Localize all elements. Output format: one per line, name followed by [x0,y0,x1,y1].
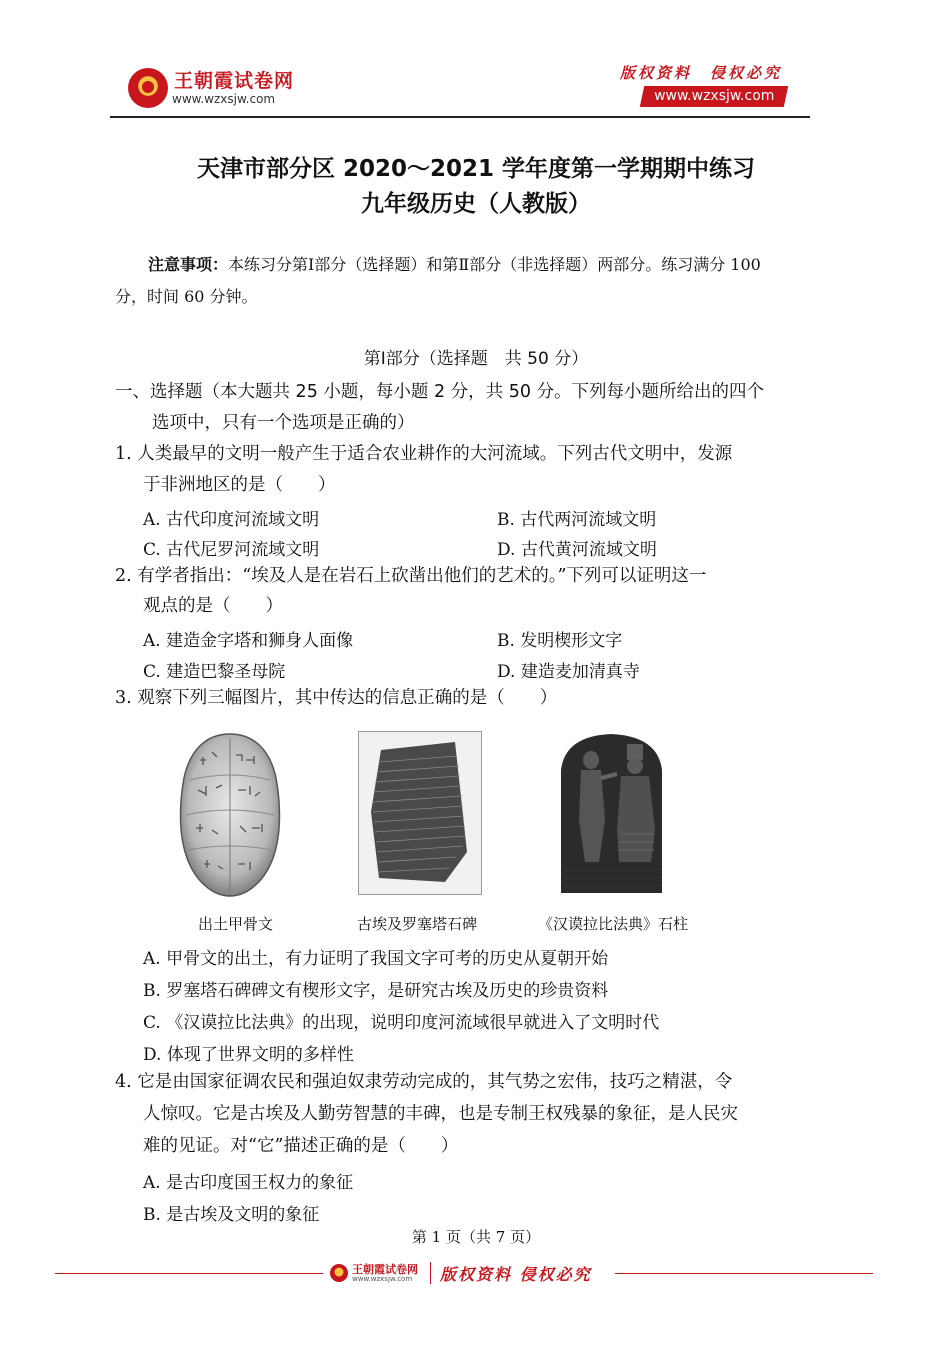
exam-subtitle: 九年级历史（人教版） [361,191,591,217]
q1-option-b: B. 古代两河流域文明 [497,510,657,530]
q3-option-b: B. 罗塞塔石碑碑文有楔形文字，是研究古埃及历史的珍贵资料 [143,981,609,1001]
rosetta-stone-image [359,732,481,894]
q1-stem-2: 于非洲地区的是（ ） [143,475,336,495]
q2-option-d: D. 建造麦加清真寺 [497,662,640,682]
q1-option-d: D. 古代黄河流域文明 [497,540,657,560]
q2-option-b: B. 发明楔形文字 [497,631,623,651]
caption-oracle-bone: 出土甲骨文 [198,915,274,933]
q2-option-a: A. 建造金字塔和狮身人面像 [143,631,354,651]
copyright-note: 版权资料 侵权必究 [619,64,782,82]
q2-stem-1: 2. 有学者指出：“埃及人是在岩石上砍凿出他们的艺术的。”下列可以证明这一 [115,566,707,586]
q1-option-a: A. 古代印度河流域文明 [143,510,320,530]
url-badge: www.wzxsjw.com [639,86,788,107]
section-heading-2: 选项中，只有一个选项是正确的） [152,413,415,433]
notice-label: 注意事项： [148,255,229,274]
footer-brand: 王朝霞试卷网 [352,1263,418,1276]
page-header [110,62,810,116]
rosetta-stone-frame [358,731,482,895]
header-divider [110,116,810,118]
oracle-bone-image [176,730,284,900]
q4-stem-2: 人惊叹。它是古埃及人勤劳智慧的丰碑，也是专制王权残暴的象征，是人民灾 [143,1104,738,1124]
notice-text-1: 本练习分第Ⅰ部分（选择题）和第Ⅱ部分（非选择题）两部分。练习满分 100 [228,255,761,274]
q4-option-b: B. 是古埃及文明的象征 [143,1205,320,1225]
footer-separator [430,1262,431,1284]
q2-option-c: C. 建造巴黎圣母院 [143,662,286,682]
hammurabi-stele-frame [555,730,668,893]
footer-copyright-note: 版权资料 侵权必究 [440,1265,592,1284]
q2-stem-2: 观点的是（ ） [143,596,283,616]
q3-stem: 3. 观察下列三幅图片，其中传达的信息正确的是（ ） [115,688,558,708]
page-number: 第 1 页（共 7 页） [411,1228,541,1246]
section-heading-1: 一、选择题（本大题共 25 小题，每小题 2 分，共 50 分。下列每小题所给出的四个 [115,382,765,402]
footer-url: www.wzxsjw.com [352,1275,413,1283]
q1-stem-1: 1. 人类最早的文明一般产生于适合农业耕作的大河流域。下列古代文明中，发源 [115,444,733,464]
notice-line-2: 分，时间 60 分钟。 [115,287,258,306]
q4-stem-3: 难的见证。对“它”描述正确的是（ ） [143,1136,459,1156]
footer-line-right [615,1273,873,1274]
brand-url: www.wzxsjw.com [172,92,276,106]
footer-logo-icon [330,1264,348,1282]
section-title: 第Ⅰ部分（选择题 共 50 分） [363,349,589,369]
brand-name: 王朝霞试卷网 [174,70,295,92]
exam-title: 天津市部分区 2020～2021 学年度第一学期期中练习 [196,156,756,182]
notice-line-1 [148,255,761,275]
caption-hammurabi: 《汉谟拉比法典》石柱 [538,915,689,933]
q4-option-a: A. 是古印度国王权力的象征 [143,1173,354,1193]
brand-logo-icon [128,68,168,108]
q4-stem-1: 4. 它是由国家征调农民和强迫奴隶劳动完成的，其气势之宏伟，技巧之精湛，令 [115,1072,733,1092]
q3-option-c: C. 《汉谟拉比法典》的出现，说明印度河流域很早就进入了文明时代 [143,1013,660,1033]
hammurabi-stele-image [555,730,668,893]
footer-line-left [55,1273,323,1274]
caption-rosetta-stone: 古埃及罗塞塔石碑 [357,915,478,933]
q1-option-c: C. 古代尼罗河流域文明 [143,540,320,560]
q3-option-d: D. 体现了世界文明的多样性 [143,1045,354,1065]
q3-option-a: A. 甲骨文的出土，有力证明了我国文字可考的历史从夏朝开始 [143,949,609,969]
